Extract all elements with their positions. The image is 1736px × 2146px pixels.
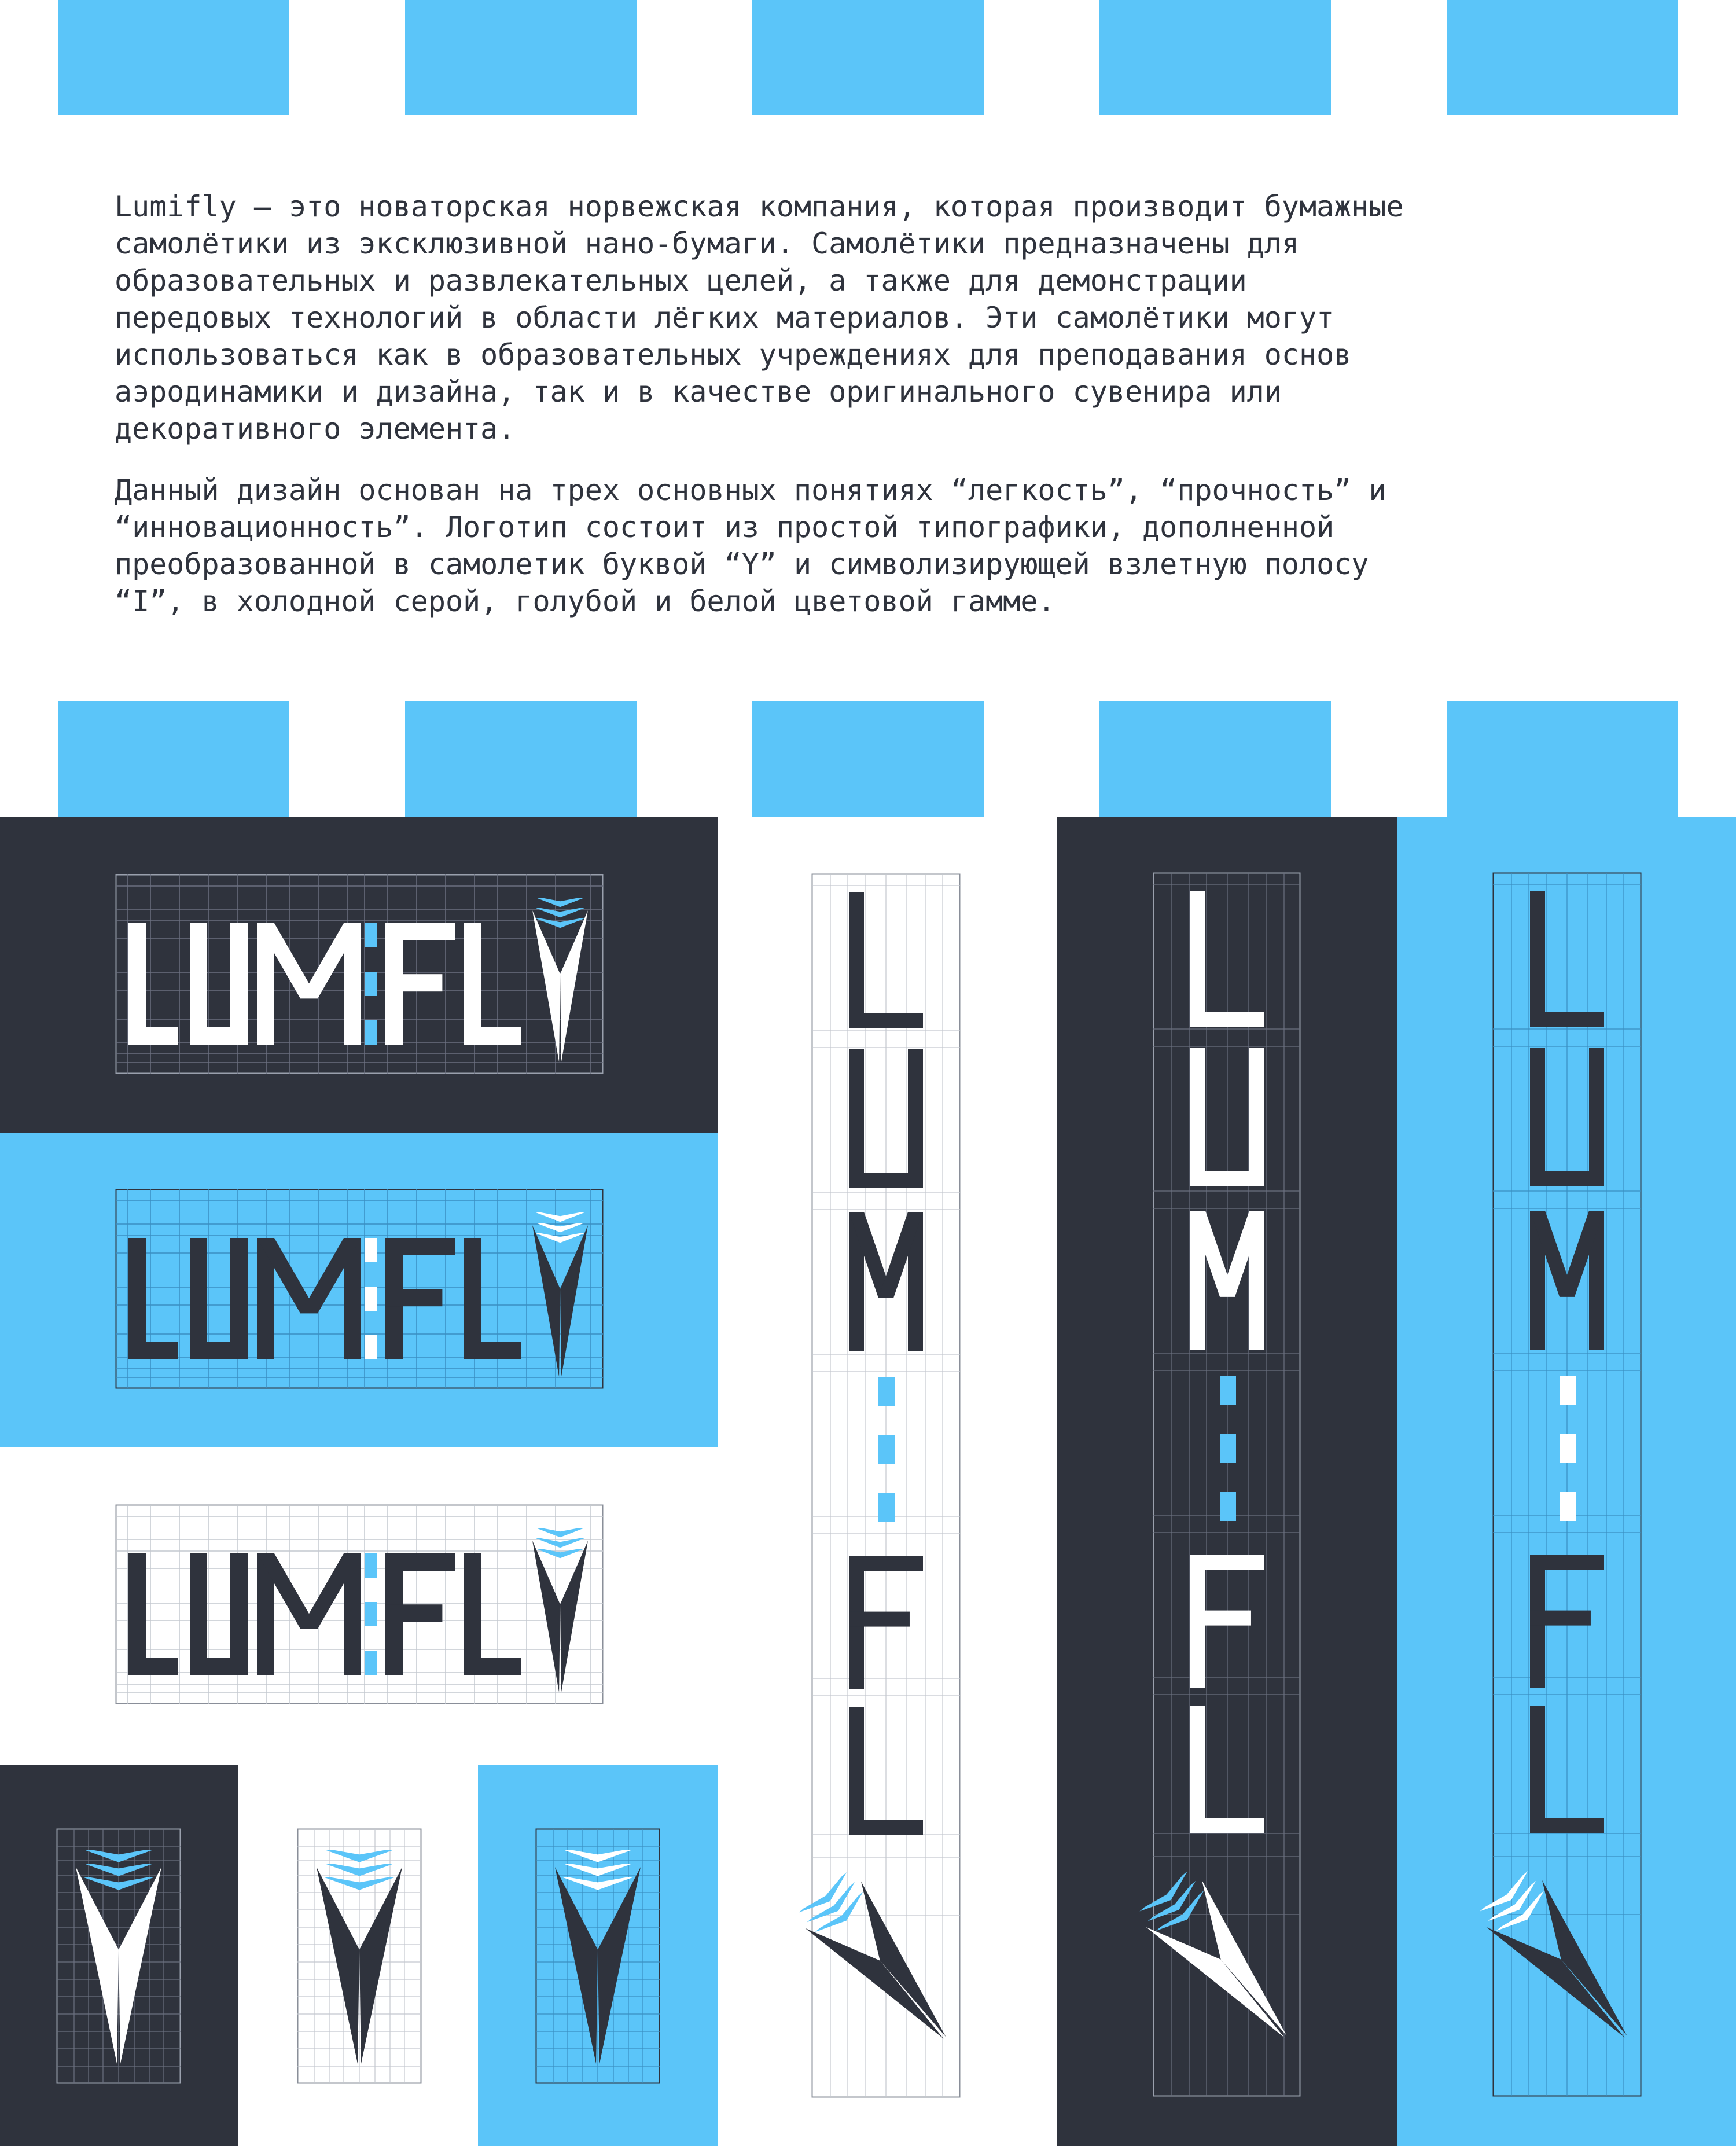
- symbol-Y: [532, 1528, 588, 1692]
- vertical-logo-on-white: [812, 874, 960, 2097]
- letter-U: [190, 1238, 248, 1359]
- runway-segment: [365, 1651, 377, 1675]
- runway-I: [365, 1238, 377, 1359]
- runway-segment: [365, 972, 377, 996]
- chevron: [536, 1549, 584, 1558]
- symbol-Y: [532, 1212, 588, 1377]
- runway-segment: [365, 1238, 377, 1262]
- runway-segment: [365, 1602, 377, 1626]
- chevron: [536, 1212, 584, 1222]
- runway-segment: [365, 1287, 377, 1311]
- letter-F: [385, 1238, 455, 1359]
- vertical-wordmark: [1135, 891, 1313, 2060]
- construction-grid: [812, 874, 960, 2097]
- letter-L: [464, 1553, 521, 1675]
- runway-segment: [365, 1020, 377, 1045]
- vertical-wordmark: [795, 892, 972, 2062]
- runway-I: [878, 1377, 895, 1522]
- paper-plane-icon: [532, 1541, 588, 1692]
- icon-logo-on-blue: [536, 1829, 660, 2083]
- letter-F: [385, 1553, 455, 1675]
- icon-logo-on-white: [297, 1829, 421, 2083]
- runway-I: [365, 1553, 377, 1675]
- construction-grid: [57, 1829, 181, 2083]
- symbol-Y: [795, 1869, 972, 2061]
- runway-segment: [1560, 1492, 1576, 1521]
- plane-chevrons: [536, 898, 584, 928]
- middle-chip-4: [1099, 701, 1331, 817]
- construction-grid: [297, 1829, 421, 2083]
- letter-U: [190, 1553, 248, 1675]
- wordmark: [128, 1528, 588, 1692]
- description-paragraph-2: Данный дизайн основан на трех основных понятиях “легкость”, “прочность” и “инновационность”. Логотип состоит из простой типографики, дополненной преобразованной в самолетик буквой “Y” и символизирующей взлетную полосу “I”, в холодной серой, голубой и белой цветовой гамме.: [115, 473, 1386, 618]
- letter-M: [257, 923, 361, 1045]
- runway-segment: [365, 923, 377, 947]
- letter-L: [128, 1553, 178, 1675]
- top-chip-2: [405, 0, 637, 115]
- letter-L: [464, 1238, 521, 1359]
- top-chip-4: [1099, 0, 1331, 115]
- middle-chip-2: [405, 701, 637, 817]
- wordmark: [128, 1212, 588, 1377]
- vertical-wordmark: [1476, 891, 1653, 2060]
- letter-L: [128, 1238, 178, 1359]
- runway-segment: [1220, 1434, 1236, 1463]
- plane-chevrons: [84, 1850, 153, 1890]
- description-paragraph-1: Lumifly — это новаторская норвежская компания, которая производит бумажные самолётики из эксклюзивной нано-бумаги. Самолётики предназначены для образовательных и развлекательных целей, а также для демонстрации передовых технологий в области лёгких материалов. Эти самолётики могут использоваться как в образовательных учреждениях для преподавания основ аэродинамики и дизайна, так и в качестве оригинального сувенира или декоративного элемента.: [115, 190, 1404, 446]
- wordmark: [128, 898, 588, 1062]
- runway-segment: [878, 1493, 895, 1522]
- chevron: [536, 898, 584, 907]
- runway-I: [1560, 1376, 1576, 1521]
- plane-chevrons: [536, 1528, 584, 1558]
- top-chip-3: [752, 0, 984, 115]
- middle-chip-3: [752, 701, 984, 817]
- runway-segment: [1220, 1376, 1236, 1405]
- runway-segment: [365, 1553, 377, 1578]
- letter-L: [128, 923, 178, 1045]
- runway-segment: [1560, 1376, 1576, 1405]
- letter-L: [464, 923, 521, 1045]
- chevron: [536, 1528, 584, 1537]
- symbol-Y: [532, 898, 588, 1062]
- symbol-Y: [1135, 1868, 1313, 2060]
- middle-chip-1: [58, 701, 289, 817]
- plane-chevrons: [325, 1850, 394, 1890]
- plane-chevrons: [536, 1212, 584, 1243]
- icon-logo-on-dark: [57, 1829, 181, 2083]
- chevron: [536, 918, 584, 928]
- description: [115, 188, 1631, 644]
- top-chip-1: [58, 0, 289, 115]
- runway-segment: [365, 1335, 377, 1359]
- construction-grid: [536, 1829, 660, 2083]
- chevron: [536, 1233, 584, 1243]
- runway-segment: [878, 1377, 895, 1406]
- letter-M: [257, 1553, 361, 1675]
- runway-segment: [1220, 1492, 1236, 1521]
- letter-M: [257, 1238, 361, 1359]
- paper-plane-icon: [532, 910, 588, 1062]
- runway-I: [365, 923, 377, 1045]
- middle-chip-5: [1447, 701, 1678, 817]
- top-chip-5: [1447, 0, 1678, 115]
- runway-segment: [1560, 1434, 1576, 1463]
- runway-segment: [878, 1435, 895, 1464]
- horizontal-logo-on-dark: [116, 874, 603, 1074]
- vertical-logo-on-blue: [1493, 873, 1641, 2096]
- plane-chevrons: [563, 1850, 632, 1890]
- horizontal-logo-on-blue: [116, 1189, 603, 1388]
- construction-grid: [1153, 873, 1300, 2096]
- symbol-Y: [1476, 1868, 1653, 2060]
- letter-F: [385, 923, 455, 1045]
- frame: [1154, 873, 1300, 2096]
- construction-grid: [1493, 873, 1641, 2096]
- horizontal-logo-on-white: [116, 1505, 603, 1704]
- vertical-logo-on-dark: [1153, 873, 1300, 2096]
- paper-plane-icon: [532, 1225, 588, 1377]
- runway-I: [1220, 1376, 1236, 1521]
- letter-U: [190, 923, 248, 1045]
